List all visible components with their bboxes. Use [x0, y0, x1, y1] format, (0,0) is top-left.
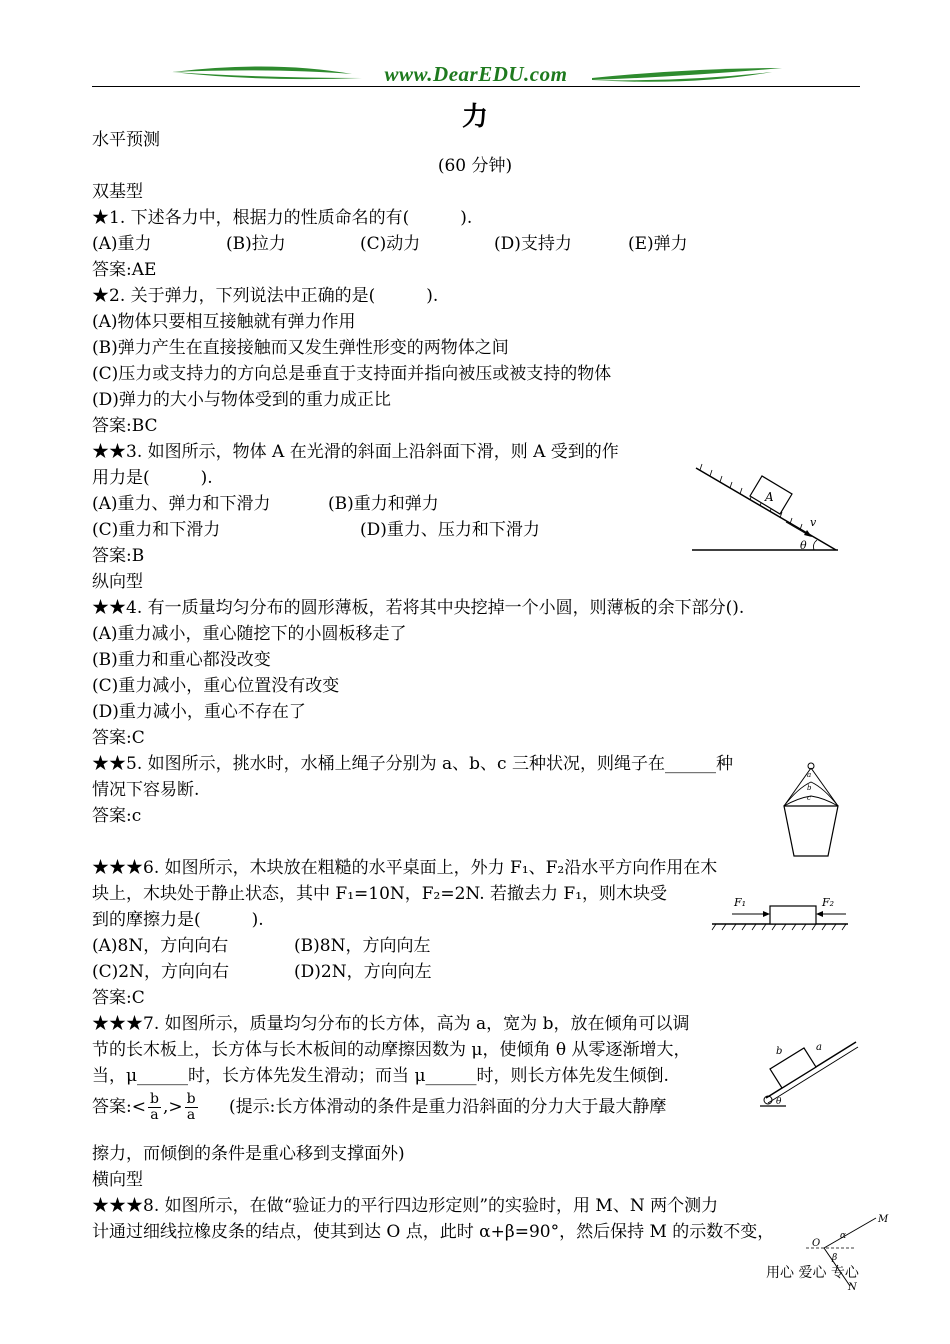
rope-a-label: a [807, 771, 812, 779]
q5-stem-line2: 情况下容易断. [92, 780, 200, 800]
page-title: 力 [461, 102, 488, 132]
q4-option-b: (B)重力和重心都没改变 [92, 650, 271, 670]
header-divider [92, 86, 860, 87]
q3-option-c: (C)重力和下滑力 [92, 520, 221, 540]
q4-stem: ★★4. 有一质量均匀分布的圆形薄板，若将其中央挖掉一个小圆，则薄板的余下部分(). [92, 598, 745, 618]
bucket-figure [776, 760, 846, 860]
wood-block-shape [770, 906, 816, 924]
subtitle: 水平预测 [92, 130, 160, 150]
arrow-left-icon [816, 911, 823, 917]
frac-numerator: b [186, 1091, 196, 1107]
tilting-board-figure [756, 1020, 860, 1110]
q7-answer [92, 1092, 666, 1123]
q3-answer: 答案:B [92, 546, 145, 566]
q1-option-c: (C)动力 [360, 234, 421, 254]
q7-stem-line2: 节的长木板上，长方体与长木板间的动摩擦因数为 μ，使倾角 θ 从零逐渐增大， [92, 1040, 691, 1060]
height-a-label: a [816, 1042, 822, 1053]
section-label: 横向型 [92, 1170, 143, 1190]
q7-gt: ,> [162, 1097, 183, 1117]
q6-answer: 答案:C [92, 988, 145, 1008]
incline-figure [690, 460, 840, 556]
theta-label: θ [800, 539, 807, 552]
q7-stem-line3: 当，μ______时，长方体先发生滑动；而当 μ______时，则长方体先发生倾倒. [92, 1066, 669, 1086]
q3-option-a: (A)重力、弹力和下滑力 [92, 494, 271, 514]
frac-denominator: a [186, 1107, 196, 1123]
o-label: O [812, 1238, 821, 1249]
rope-c-label: c [807, 794, 811, 802]
f2-label: F₂ [822, 896, 835, 909]
q1-option-d: (D)支持力 [494, 234, 572, 254]
arrow-right-icon [763, 911, 770, 917]
site-logo-text: www.DearEDU.com [384, 62, 568, 86]
q6-option-b: (B)8N，方向向左 [294, 936, 431, 956]
block-a-label: A [765, 490, 774, 504]
q7-fraction-1 [148, 1092, 161, 1123]
f1-label: F₁ [734, 896, 747, 909]
q3-option-d: (D)重力、压力和下滑力 [360, 520, 540, 540]
q2-option-b: (B)弹力产生在直接接触而又发生弹性形变的两物体之间 [92, 338, 509, 358]
q6-option-a: (A)8N，方向向右 [92, 936, 229, 956]
q4-option-c: (C)重力减小，重心位置没有改变 [92, 676, 340, 696]
beta-label: β [832, 1253, 838, 1263]
q2-stem: ★2. 关于弹力，下列说法中正确的是( ). [92, 286, 439, 306]
n-label: N [848, 1282, 857, 1292]
section-label: 双基型 [92, 182, 143, 202]
bucket-shape [784, 806, 838, 856]
q2-option-d: (D)弹力的大小与物体受到的重力成正比 [92, 390, 391, 410]
q6-stem-line3: 到的摩擦力是( ). [92, 910, 264, 930]
q4-answer: 答案:C [92, 728, 145, 748]
m-label: M [878, 1214, 889, 1225]
q1-stem: ★1. 下述各力中，根据力的性质命名的有( ). [92, 208, 473, 228]
q7-lt: < [131, 1097, 146, 1117]
q8-stem-line2: 计通过细线拉橡皮条的结点，使其到达 O 点，此时 α+β=90°，然后保持 M 的示数不变， [92, 1222, 775, 1242]
q3-stem-line1: ★★3. 如图所示，物体 A 在光滑的斜面上沿斜面下滑，则 A 受到的作 [92, 442, 619, 462]
q2-option-a: (A)物体只要相互接触就有弹力作用 [92, 312, 356, 332]
q3-option-b: (B)重力和弹力 [328, 494, 439, 514]
velocity-label: v [810, 516, 817, 529]
alpha-label: α [840, 1231, 847, 1241]
section-label: 纵向型 [92, 572, 143, 592]
width-b-label: b [776, 1046, 783, 1057]
q1-option-e: (E)弹力 [628, 234, 688, 254]
q5-answer: 答案:c [92, 806, 142, 826]
q7-stem-line1: ★★★7. 如图所示，质量均匀分布的长方体，高为 a，宽为 b，放在倾角可以调 [92, 1014, 690, 1034]
rope-b-label: b [807, 784, 812, 792]
q8-stem-line1: ★★★8. 如图所示，在做“验证力的平行四边形定则”的实验时，用 M、N 两个测力 [92, 1196, 719, 1216]
q7-answer-prefix: 答案: [92, 1097, 132, 1117]
q6-option-c: (C)2N，方向向右 [92, 962, 229, 982]
q7-hint-line1: (提示:长方体滑动的条件是重力沿斜面的分力大于最大静摩 [228, 1097, 667, 1117]
footer-slogan: 用心 爱心 专心 [766, 1265, 859, 1281]
frac-numerator: b [149, 1091, 159, 1107]
q5-stem-line1: ★★5. 如图所示，挑水时，水桶上绳子分别为 a、b、c 三种状况，则绳子在______种 [92, 754, 733, 774]
q1-answer: 答案:AE [92, 260, 157, 280]
q1-option-a: (A)重力 [92, 234, 152, 254]
q2-answer: 答案:BC [92, 416, 158, 436]
frac-denominator: a [150, 1107, 159, 1123]
q6-stem-line1: ★★★6. 如图所示，木块放在粗糙的水平桌面上，外力 F₁、F₂沿水平方向作用在木 [92, 858, 718, 878]
q6-option-d: (D)2N，方向向左 [294, 962, 432, 982]
q1-option-b: (B)拉力 [226, 234, 286, 254]
q7-fraction-2 [185, 1092, 198, 1123]
q4-option-a: (A)重力减小，重心随挖下的小圆板移走了 [92, 624, 407, 644]
duration: (60 分钟) [437, 156, 513, 176]
q6-stem-line2: 块上，木块处于静止状态，其中 F₁=10N，F₂=2N. 若撤去力 F₁，则木块受 [92, 884, 668, 904]
arrow-icon [804, 530, 812, 537]
q3-stem-line2: 用力是( ). [92, 468, 213, 488]
theta-label: θ [776, 1097, 782, 1107]
q2-option-c: (C)压力或支持力的方向总是垂直于支持面并指向被压或被支持的物体 [92, 364, 612, 384]
q4-option-d: (D)重力减小，重心不存在了 [92, 702, 306, 722]
q7-hint-line2: 擦力，而倾倒的条件是重心移到支撑面外) [92, 1144, 405, 1164]
table-block-figure [710, 892, 850, 934]
